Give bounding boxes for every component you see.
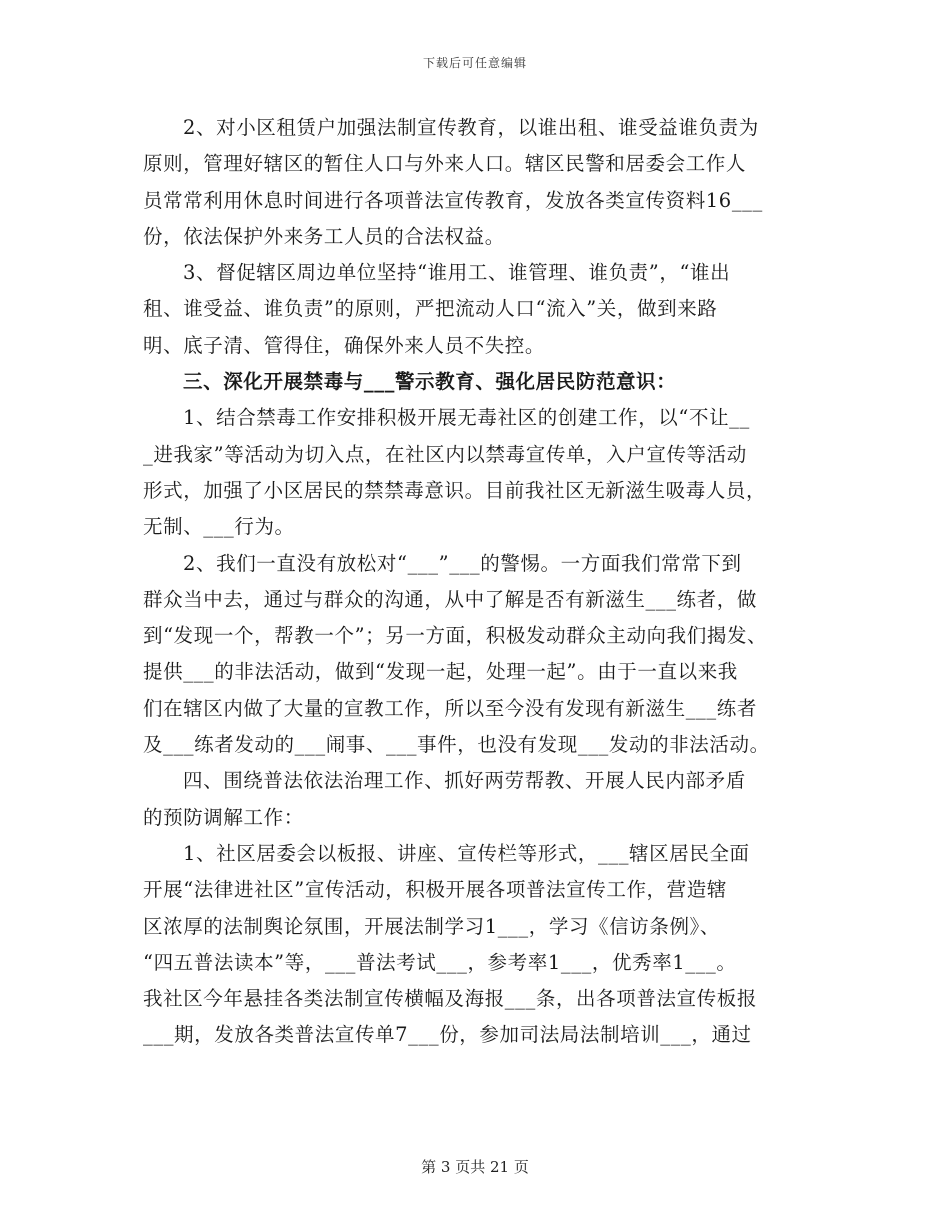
paragraph-line: 区浓厚的法制舆论氛围，开展法制学习1___，学习《信访条例》、 — [143, 914, 721, 938]
paragraph-line: 3、督促辖区周边单位坚持“谁用工、谁管理、谁负责”，“谁出 — [183, 261, 731, 285]
section-heading: 四、围绕普法依法治理工作、抓好两劳帮教、开展人民内部矛盾 — [183, 769, 746, 793]
paragraph-line: 原则，管理好辖区的暂住人口与外来人口。辖区民警和居委会工作人 — [143, 152, 747, 176]
paragraph-line: 我社区今年悬挂各类法制宣传横幅及海报___条，出各项普法宣传板报 — [143, 987, 757, 1011]
paragraph-line: 形式，加强了小区居民的禁禁毒意识。目前我社区无新滋生吸毒人员， — [143, 478, 767, 502]
paragraph-line: 无制、___行为。 — [143, 515, 295, 539]
document-body — [143, 110, 813, 1054]
paragraph-line: 及___练者发动的___闹事、___事件，也没有发现___发动的非法活动。 — [143, 733, 770, 757]
paragraph-line: “四五普法读本”等，___普法考试___，参考率1___，优秀率1___。 — [143, 950, 737, 974]
paragraph-line: 们在辖区内做了大量的宣教工作，所以至今没有发现有新滋生___练者 — [143, 696, 757, 720]
paragraph-line: 到“发现一个，帮教一个”；另一方面，积极发动群众主动向我们揭发、 — [143, 624, 768, 648]
paragraph-line: 开展“法律进社区”宣传活动，积极开展各项普法宣传工作，营造辖 — [143, 878, 727, 902]
page-header: 下载后可任意编辑 — [422, 56, 527, 70]
paragraph-line: 提供___的非法活动，做到“发现一起，处理一起”。由于一直以来我 — [143, 660, 738, 684]
paragraph-line: 群众当中去，通过与群众的沟通，从中了解是否有新滋生___练者，做 — [143, 587, 757, 611]
paragraph-line: 2、对小区租赁户加强法制宣传教育，以谁出租、谁受益谁负责为 — [183, 116, 759, 139]
paragraph-line: ___期，发放各类普法宣传单7___份，参加司法局法制培训___，通过 — [143, 1023, 752, 1047]
paragraph-line: _进我家”等活动为切入点，在社区内以禁毒宣传单，入户宣传等活动 — [143, 442, 747, 466]
paragraph-line: 1、结合禁毒工作安排积极开展无毒社区的创建工作，以“不让__ — [183, 406, 750, 430]
paragraph-line: 租、谁受益、谁负责”的原则，严把流动人口“流入”关，做到来路 — [143, 297, 718, 321]
page-number-footer: 第 3 页共 21 页 — [421, 1158, 529, 1176]
paragraph-line: 份，依法保护外来务工人员的合法权益。 — [143, 224, 505, 248]
paragraph-line: 明、底子清、管得住，确保外来人员不失控。 — [143, 333, 546, 357]
section-heading: 三、深化开展禁毒与___警示教育、强化居民防范意识： — [183, 370, 677, 394]
paragraph-line: 2、我们一直没有放松对“___”___的警惕。一方面我们常常下到 — [183, 551, 742, 575]
paragraph-line: 的预防调解工作： — [143, 805, 304, 829]
paragraph-line: 员常常利用休息时间进行各项普法宣传教育，发放各类宣传资料16___ — [143, 188, 763, 212]
paragraph-line: 1、社区居委会以板报、讲座、宣传栏等形式，___辖区居民全面 — [183, 841, 750, 865]
